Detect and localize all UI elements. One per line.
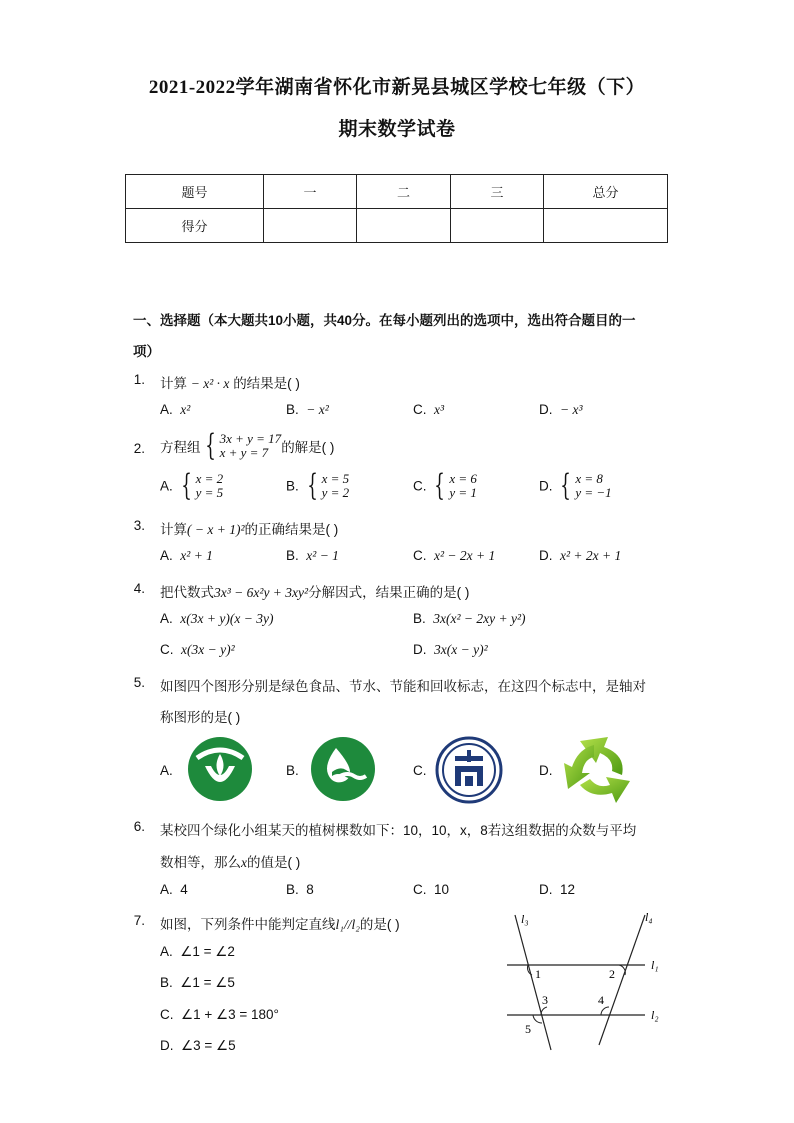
score-header-cell: 二 xyxy=(357,175,451,209)
question-number: 6. xyxy=(133,819,145,834)
stem-text: 的结果是( ) xyxy=(233,376,300,391)
score-header-cell: 三 xyxy=(451,175,544,209)
question-number: 7. xyxy=(133,913,145,928)
q5-option-b-label[interactable]: B. xyxy=(286,763,299,778)
section-heading: 一、选择题（本大题共10小题，共40分。在每小题列出的选项中，选出符合题目的一 xyxy=(133,313,636,328)
line-l4 xyxy=(599,915,645,1045)
question-6-stem: 某校四个绿化小组某天的植树棵数如下：10，10，x，8若这组数据的众数与平均 xyxy=(160,823,637,838)
question-5-stem-cont: 称图形的是( ) xyxy=(160,710,241,725)
q5-option-d-label[interactable]: D. xyxy=(539,763,553,778)
stem-text: 的正确结果是( ) xyxy=(244,522,339,537)
q7-option-b[interactable]: B. ∠1 = ∠5 xyxy=(160,975,235,990)
stem-text: 分解因式，结果正确的是( ) xyxy=(308,585,470,600)
equation-1: 3x + y = 17 xyxy=(219,431,282,446)
score-header-cell: 总分 xyxy=(544,175,668,209)
q6-option-c[interactable]: C. 10 xyxy=(413,882,450,897)
q2-option-b[interactable]: B. { x = 5 y = 2 xyxy=(286,468,350,503)
q7-option-a[interactable]: A. ∠1 = ∠2 xyxy=(160,944,235,959)
q5-option-c-label[interactable]: C. xyxy=(413,763,427,778)
line-l3 xyxy=(515,915,551,1050)
score-table-score-row xyxy=(126,209,668,243)
q2-option-a[interactable]: A. { x = 2 y = 5 xyxy=(160,468,224,503)
title-line-2: 期末数学试卷 xyxy=(338,119,456,140)
question-1-stem xyxy=(160,372,300,392)
q6-option-a[interactable]: A. 4 xyxy=(160,882,188,897)
stem-text: 的解是( ) xyxy=(281,440,335,455)
question-number: 3. xyxy=(133,518,145,533)
q4-option-d[interactable]: D. 3x(x − y)² xyxy=(413,642,488,657)
water-saving-icon xyxy=(310,736,376,802)
stem-math: ( − x + 1)² xyxy=(187,522,245,537)
score-cell[interactable] xyxy=(357,209,451,243)
question-7-stem xyxy=(160,913,400,933)
q6-option-b[interactable]: B. 8 xyxy=(286,882,314,897)
green-food-icon xyxy=(187,736,253,802)
q4-option-c[interactable]: C. x(3x − y)² xyxy=(160,642,235,657)
label-l3: l₃ xyxy=(521,912,529,926)
q1-option-a[interactable]: A. x² xyxy=(160,402,191,417)
q5-option-a-label[interactable]: A. xyxy=(160,763,173,778)
brace-symbol: { xyxy=(204,428,216,463)
q1-option-c[interactable]: C. x³ xyxy=(413,402,445,417)
q7-option-c[interactable]: C. ∠1 + ∠3 = 180° xyxy=(160,1007,279,1022)
stem-math: − x² · x xyxy=(190,376,230,391)
score-table xyxy=(125,174,668,243)
label-l4: l₄ xyxy=(645,910,653,924)
stem-math: l₁//l₂ xyxy=(335,917,360,932)
q1-option-b[interactable]: B. − x² xyxy=(286,402,329,417)
score-header-cell: 题号 xyxy=(126,175,264,209)
stem-text: 如图，下列条件中能判定直线 xyxy=(160,917,336,932)
angle-label-1: 1 xyxy=(535,967,541,981)
stem-text: 方程组 xyxy=(160,440,201,455)
question-6-stem-cont xyxy=(160,851,300,871)
q1-option-d[interactable]: D. − x³ xyxy=(539,402,583,417)
energy-saving-icon xyxy=(435,736,503,804)
score-row-label: 得分 xyxy=(126,209,264,243)
angle-label-5: 5 xyxy=(525,1022,531,1036)
question-5-stem: 如图四个图形分别是绿色食品、节水、节能和回收标志，在这四个标志中，是轴对 xyxy=(160,679,646,694)
section-heading-cont: 项） xyxy=(133,344,160,359)
score-cell[interactable] xyxy=(544,209,668,243)
stem-text: 计算 xyxy=(160,376,187,391)
stem-math: 3x³ − 6x²y + 3xy² xyxy=(214,585,309,600)
score-cell[interactable] xyxy=(264,209,357,243)
score-table-header-row xyxy=(126,175,668,209)
q3-option-d[interactable]: D. x² + 2x + 1 xyxy=(539,548,622,563)
equation-2: x + y = 7 xyxy=(219,445,269,460)
equation-system xyxy=(220,432,282,460)
angle-arc xyxy=(533,1015,542,1023)
q4-option-a[interactable]: A. x(3x + y)(x − 3y) xyxy=(160,611,274,626)
q3-option-a[interactable]: A. x² + 1 xyxy=(160,548,213,563)
label-l1: l₁ xyxy=(651,958,659,972)
q2-option-d[interactable]: D. { x = 8 y = −1 xyxy=(539,468,612,503)
title-line-1: 2021-2022学年湖南省怀化市新晃县城区学校七年级（下） xyxy=(148,77,646,98)
q3-option-c[interactable]: C. x² − 2x + 1 xyxy=(413,548,496,563)
question-number: 4. xyxy=(133,581,145,596)
stem-math: x xyxy=(241,855,247,870)
stem-text: 的值是( ) xyxy=(247,855,301,870)
stem-text: 把代数式 xyxy=(160,585,214,600)
q6-option-d[interactable]: D. 12 xyxy=(539,882,576,897)
question-4-stem xyxy=(160,581,469,601)
angle-label-2: 2 xyxy=(609,967,615,981)
q4-option-b[interactable]: B. 3x(x² − 2xy + y²) xyxy=(413,611,526,626)
stem-text: 数相等，那么 xyxy=(160,855,241,870)
score-cell[interactable] xyxy=(451,209,544,243)
q3-option-b[interactable]: B. x² − 1 xyxy=(286,548,339,563)
angle-arc xyxy=(601,1007,609,1015)
q7-option-d[interactable]: D. ∠3 = ∠5 xyxy=(160,1038,236,1053)
score-header-cell: 一 xyxy=(264,175,357,209)
stem-text: 的是( ) xyxy=(359,917,400,932)
question-2-stem xyxy=(160,428,335,463)
parallel-lines-figure xyxy=(495,905,675,1055)
angle-label-4: 4 xyxy=(598,993,604,1007)
angle-label-3: 3 xyxy=(542,993,548,1007)
stem-text: 计算 xyxy=(160,522,187,537)
question-number: 5. xyxy=(133,675,145,690)
question-number: 2. xyxy=(133,441,145,456)
question-number: 1. xyxy=(133,372,145,387)
label-l2: l₂ xyxy=(651,1008,659,1022)
recycle-icon xyxy=(560,733,640,807)
q2-option-c[interactable]: C. { x = 6 y = 1 xyxy=(413,468,477,503)
question-3-stem xyxy=(160,518,338,538)
